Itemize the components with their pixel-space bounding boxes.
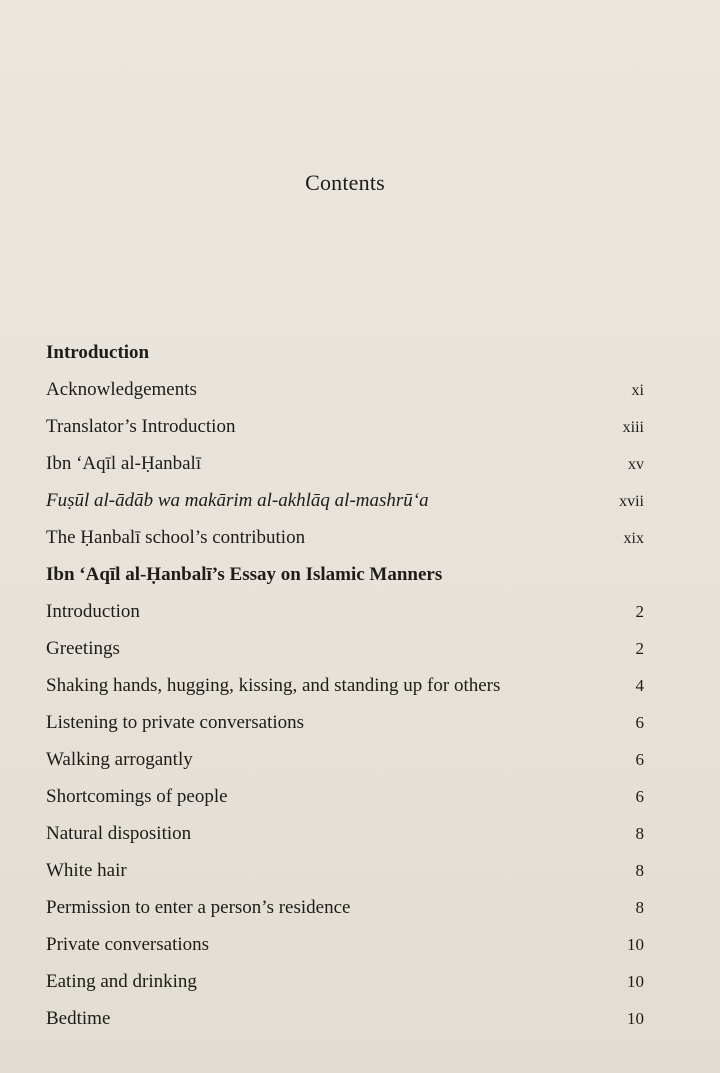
- toc-entry-label: Natural disposition: [46, 823, 192, 844]
- toc-entry-page: 6: [635, 750, 644, 769]
- toc-entry-page: 10: [627, 935, 644, 954]
- toc-entry-label: Acknowledgements: [46, 379, 197, 400]
- toc-entry-page: xvii: [619, 493, 644, 510]
- toc-entry: [46, 778, 644, 815]
- toc-entry: [46, 593, 644, 630]
- toc-entry-label: Translator’s Introduction: [46, 416, 236, 437]
- toc-entry: [46, 926, 644, 963]
- toc-entry-label: Shortcomings of people: [46, 786, 228, 807]
- toc-entry-page: 8: [635, 824, 644, 843]
- toc-entry-label: Fuṣūl al-ādāb wa makārim al-akhlāq al-mashrū‘a: [46, 490, 429, 511]
- toc-entry-page: 8: [635, 861, 644, 880]
- toc-entry: [46, 630, 644, 667]
- toc-entry-label: Greetings: [46, 638, 120, 659]
- toc-entry-label: Bedtime: [46, 1008, 111, 1029]
- toc-entry-label: White hair: [46, 860, 127, 881]
- toc-entry: [46, 371, 644, 408]
- toc-entry-page: 10: [627, 1009, 644, 1028]
- toc-entry: [46, 704, 644, 741]
- toc-entry-label: Listening to private conversations: [46, 712, 305, 733]
- toc-entry: [46, 408, 644, 445]
- toc-entry-page: 10: [627, 972, 644, 991]
- toc-entry-page: 6: [635, 713, 644, 732]
- page-title: Contents: [305, 170, 385, 195]
- toc-entry-page: xix: [623, 530, 644, 547]
- toc-entry-page: xv: [628, 456, 644, 473]
- toc-entry-page: 8: [635, 898, 644, 917]
- toc-entry: [46, 889, 644, 926]
- toc-entry-page: 2: [635, 602, 644, 621]
- toc-entry: [46, 519, 644, 556]
- toc-entry-page: 2: [635, 639, 644, 658]
- toc-entry-label: Permission to enter a person’s residence: [46, 897, 351, 918]
- toc-entry: [46, 445, 644, 482]
- toc-entry: [46, 482, 644, 519]
- toc-entry: [46, 815, 644, 852]
- toc-entry: [46, 741, 644, 778]
- toc-entry-page: xi: [631, 382, 644, 399]
- section-heading-label: Introduction: [46, 342, 150, 363]
- toc-entry-page: xiii: [622, 419, 644, 436]
- toc-entry: [46, 963, 644, 1000]
- toc-entry-label: Walking arrogantly: [46, 749, 193, 770]
- toc-entry: [46, 1000, 644, 1037]
- section-heading: [46, 334, 644, 371]
- toc-entry-page: 6: [635, 787, 644, 806]
- toc-entry-label: Introduction: [46, 601, 140, 622]
- section-heading-label: Ibn ‘Aqīl al-Ḥanbalī’s Essay on Islamic Manners: [46, 564, 443, 585]
- toc-entry-label: Ibn ‘Aqīl al-Ḥanbalī: [46, 453, 202, 474]
- section-heading: [46, 556, 644, 593]
- table-of-contents: [46, 334, 644, 1037]
- toc-entry-label: Shaking hands, hugging, kissing, and standing up for others: [46, 675, 501, 696]
- toc-entry-page: 4: [635, 676, 644, 695]
- toc-entry-label: Eating and drinking: [46, 971, 197, 992]
- toc-entry: [46, 667, 644, 704]
- toc-entry: [46, 852, 644, 889]
- toc-entry-label: Private conversations: [46, 934, 210, 955]
- toc-entry-label: The Ḥanbalī school’s contribution: [46, 527, 306, 548]
